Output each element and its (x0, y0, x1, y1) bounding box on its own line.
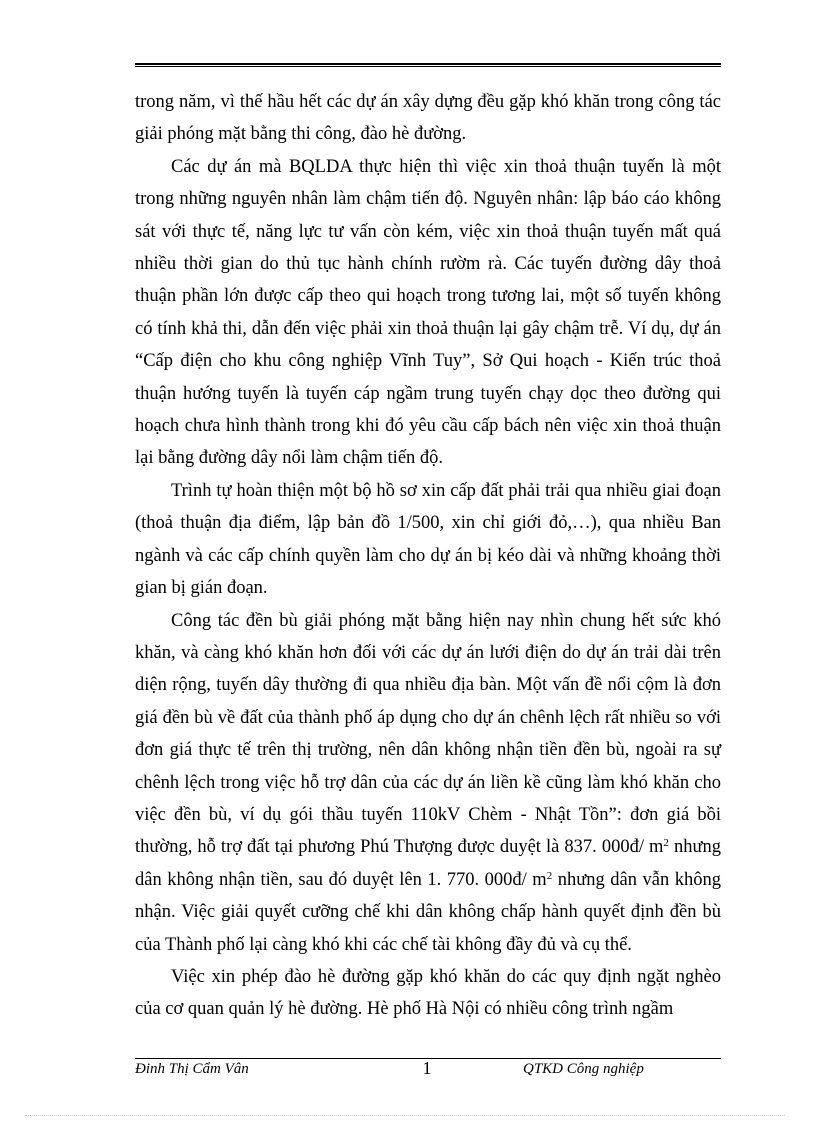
footer-department: QTKD Công nghiệp (523, 1061, 644, 1077)
paragraph-4-text-b: nhưng dân không nhận tiền, sau đó duyệt lên 1. 770. 000đ/ m (135, 837, 721, 890)
document-body (135, 86, 721, 1026)
paragraph-4-text-c: nhưng dân vẫn không nhận. Việc giải quyết cưỡng chế khi dân không chấp hành quyết định đền bù của Thành phố lại càng khó khi các chế tài không đầy đủ và cụ thể. (135, 869, 721, 955)
page-bottom-dotted-line (25, 1115, 785, 1116)
header-double-rule (135, 63, 721, 67)
paragraph-4-text-a: Công tác đền bù giải phóng mặt bằng hiện nay nhìn chung hết sức khó khăn, và càng khó khăn hơn đối với các dự án lưới điện do dự án trải dài trên diện rộng, tuyến dây thường đi qua nhiều địa bàn. Một vấn đề nổi cộm là đơn giá đền bù về đất của thành phố áp dụng cho dự án chênh lệch rất nhiều so với đơn giá thực tế trên thị trường, nên dân không nhận tiền đền bù, ngoài ra sự chênh lệch trong việc hỗ trợ dân của các dự án liền kề cũng làm khó khăn cho việc đền bù, ví dụ gói thầu tuyến 110kV Chèm - Nhật Tồn”: đơn giá bồi thường, hỗ trợ đất tại phương Phú Thượng được duyệt là 837. 000đ/ m (135, 610, 721, 858)
footer-author: Đinh Thị Cẩm Vân (135, 1061, 249, 1077)
page-footer (135, 1058, 721, 1083)
superscript-2: 2 (663, 837, 669, 850)
paragraph-4 (135, 605, 721, 961)
page-number: 1 (422, 1058, 432, 1078)
superscript-2: 2 (546, 869, 553, 882)
paragraph-2: Các dự án mà BQLDA thực hiện thì việc xin thoả thuận tuyến là một trong những nguyên nhân làm chậm tiến độ. Nguyên nhân: lập báo cáo không sát với thực tế, năng lực tư vấn còn kém, việc xin thoả thuận tuyến mất quá nhiều thời gian do thủ tục hành chính rườm rà. Các tuyến đường dây thoả thuận phần lớn được cấp theo qui hoạch trong tương lai, một số tuyến không có tính khả thi, dẫn đến việc phải xin thoả thuận lại gây chậm trễ. Ví dụ, dự án “Cấp điện cho khu công nghiệp Vĩnh Tuy”, Sở Qui hoạch - Kiến trúc thoả thuận hướng tuyến là tuyến cáp ngầm trung tuyến chạy dọc theo đường qui hoạch chưa hình thành trong khi đó yêu cầu cấp bách nên việc xin thoả thuận lại bằng đường dây nổi làm chậm tiến độ. (135, 156, 721, 469)
paragraph-5: Việc xin phép đào hè đường gặp khó khăn do các quy định ngặt nghèo của cơ quan quản lý hè đường. Hè phố Hà Nội có nhiều công trình ngầm (135, 966, 721, 1020)
paragraph-1: trong năm, vì thế hầu hết các dự án xây dựng đều gặp khó khăn trong công tác giải phóng mặt bằng thi công, đào hè đường. (135, 92, 721, 145)
paragraph-3: Trình tự hoàn thiện một bộ hồ sơ xin cấp đất phải trải qua nhiều giai đoạn (thoả thuận địa điểm, lập bản đồ 1/500, xin chỉ giới đỏ,…), qua nhiều Ban ngành và các cấp chính quyền làm cho dự án bị kéo dài và những khoảng thời gian bị gián đoạn. (135, 480, 721, 599)
